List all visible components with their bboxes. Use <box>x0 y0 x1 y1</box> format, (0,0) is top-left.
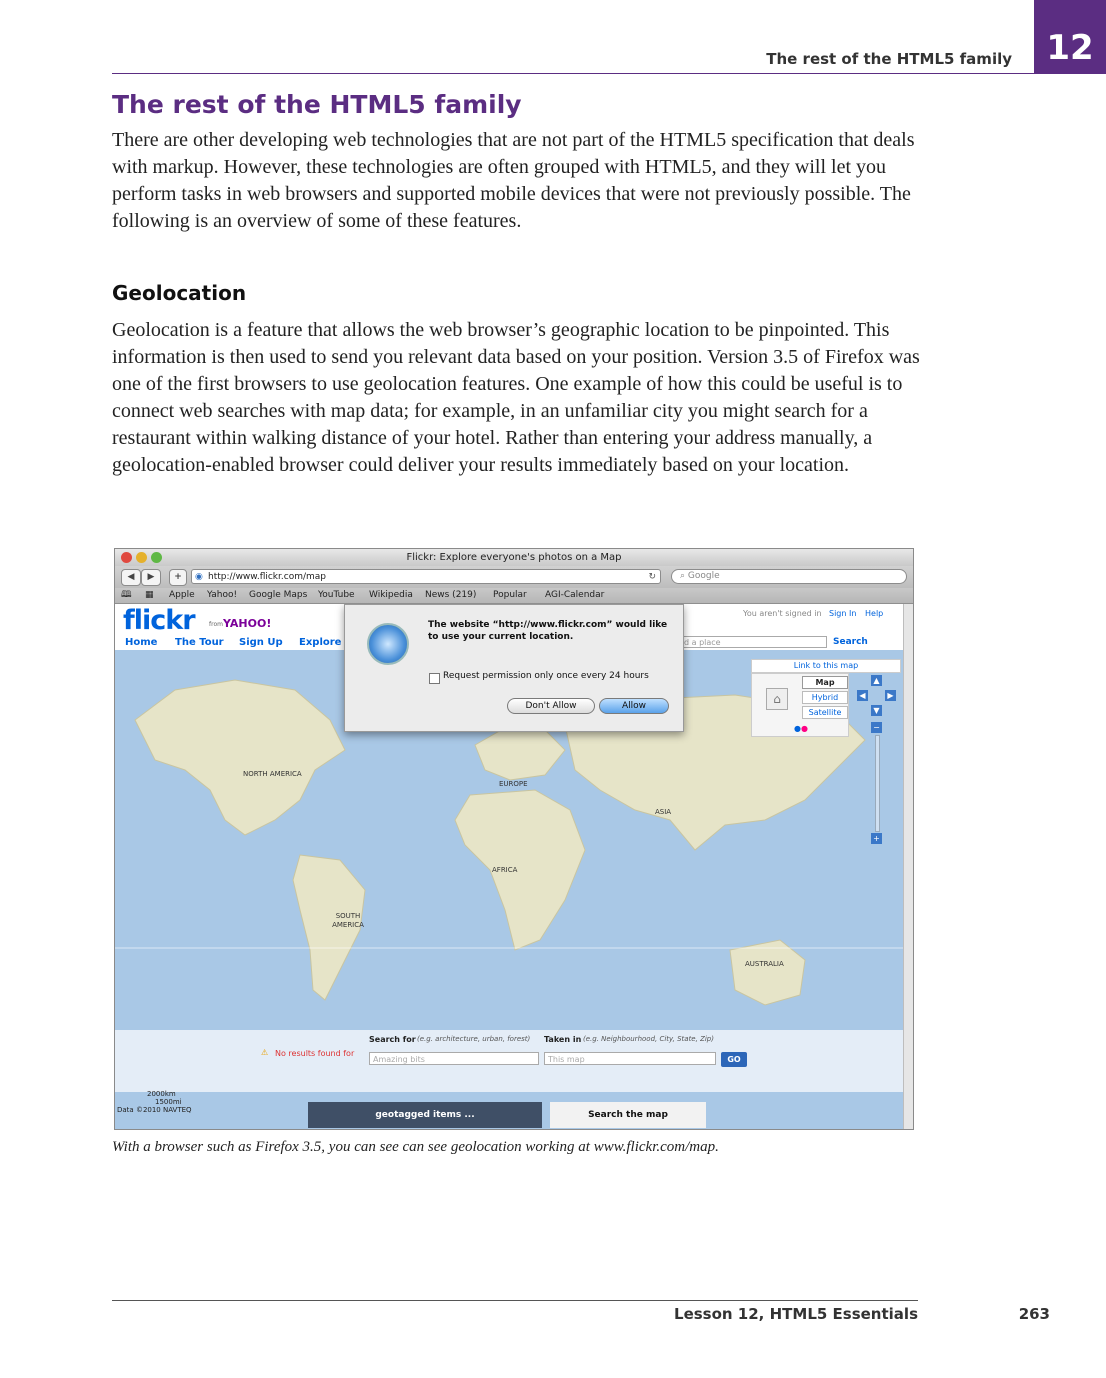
figure-caption: With a browser such as Firefox 3.5, you can see can see geolocation working at www.flickr.com/map. <box>112 1139 719 1155</box>
scale-mi: 1500mi <box>155 1098 182 1106</box>
bookmark-agi-calendar[interactable]: AGI-Calendar <box>545 590 605 600</box>
zoom-window-icon[interactable] <box>151 552 162 563</box>
taken-in-hint: (e.g. Neighbourhood, City, State, Zip) <box>583 1035 714 1043</box>
search-icon: ⌕ <box>680 571 686 581</box>
bookmark-apple[interactable]: Apple <box>169 590 195 600</box>
place-search-placeholder: d a place <box>684 638 721 647</box>
window-titlebar <box>115 549 913 566</box>
yahoo-logo: YAHOO! <box>223 617 272 630</box>
search-for-placeholder: Amazing bits <box>373 1055 425 1064</box>
label-south-america: SOUTH AMERICA <box>332 912 364 929</box>
browser-screenshot <box>114 548 914 1130</box>
north-america-shape <box>135 680 345 835</box>
map-view-button[interactable]: Map <box>802 676 848 689</box>
add-bookmark-button[interactable]: + <box>169 569 187 586</box>
link-to-map[interactable]: Link to this map <box>751 659 901 673</box>
label-africa: AFRICA <box>492 866 518 874</box>
scale-km: 2000km <box>147 1090 176 1098</box>
bookmarks-bar <box>115 588 913 604</box>
open-book-icon[interactable]: 🕮 <box>121 590 132 600</box>
globe-icon: ◉ <box>195 572 203 582</box>
permission-checkbox[interactable] <box>429 673 440 684</box>
flickr-dots-icon: ●● <box>794 724 808 733</box>
geolocation-paragraph: Geolocation is a feature that allows the web browser’s geographic location to be pinpointed. This information is then used to send you relevant data based on your position. Version 3.5 of Firefox was one of the first browsers to use geolocation features. One example of how this could be useful is to connect web searches with map data; for example, in an unfamiliar city you might search for a restaurant within walking distance of your hotel. Rather than entering your address manually, a geolocation-enabled browser could deliver your results immediately based on your location. <box>112 319 920 476</box>
satellite-view-button[interactable]: Satellite <box>802 706 848 719</box>
browser-toolbar <box>115 566 913 588</box>
header-rule <box>112 73 1034 74</box>
pan-up-icon[interactable]: ▲ <box>871 675 882 686</box>
bookmark-google-maps[interactable]: Google Maps <box>249 590 308 600</box>
australia-shape <box>730 940 805 1005</box>
sign-in-link[interactable]: Sign In <box>829 609 857 618</box>
page-scrollbar[interactable] <box>903 604 913 1129</box>
dont-allow-button[interactable]: Don't Allow <box>507 698 595 714</box>
tab-search-the-map[interactable]: Search the map <box>550 1102 706 1128</box>
no-results-text: No results found for <box>275 1049 355 1058</box>
running-head: The rest of the HTML5 family <box>766 50 1012 68</box>
help-link[interactable]: Help <box>865 609 884 618</box>
address-bar[interactable] <box>191 569 661 584</box>
map-attribution: Data ©2010 NAVTEQ <box>117 1106 192 1114</box>
zoom-in-icon[interactable]: + <box>871 833 882 844</box>
bookmark-yahoo[interactable]: Yahoo! <box>207 590 238 600</box>
from-label: from <box>209 621 223 628</box>
place-search-input[interactable] <box>681 636 827 648</box>
allow-button[interactable]: Allow <box>599 698 669 714</box>
search-for-hint: (e.g. architecture, urban, forest) <box>417 1035 531 1043</box>
back-button[interactable]: ◀ <box>121 569 141 586</box>
dialog-message: The website “http://www.flickr.com” would like to use your current location. <box>428 620 668 642</box>
taken-in-label: Taken in <box>544 1035 582 1044</box>
home-icon[interactable]: ⌂ <box>766 688 788 710</box>
search-placeholder: Google <box>687 571 720 581</box>
taken-in-placeholder: This map <box>548 1055 585 1064</box>
pan-left-icon[interactable]: ◀ <box>857 690 868 701</box>
label-europe: EUROPE <box>499 780 528 788</box>
taken-in-input[interactable] <box>544 1052 716 1065</box>
tab-geotagged-items[interactable]: geotagged items ... <box>308 1102 542 1128</box>
europe-shape <box>475 725 565 780</box>
zoom-slider-track[interactable] <box>875 735 880 832</box>
geolocation-heading: Geolocation <box>112 281 247 305</box>
footer-rule <box>112 1300 918 1301</box>
nav-home[interactable]: Home <box>125 637 158 648</box>
chapter-number: 12 <box>1046 28 1094 68</box>
intro-paragraph: There are other developing web technologies that are not part of the HTML5 specification that deals with markup. However, these technologies are often grouped with HTML5, and they will let you perform tasks in web browsers and supported mobile devices that were not previously possible. The following is an overview of some of these features. <box>112 129 915 232</box>
pan-right-icon[interactable]: ▶ <box>885 690 896 701</box>
permission-checkbox-label: Request permission only once every 24 hours <box>443 671 649 681</box>
bookmark-popular[interactable]: Popular <box>493 590 527 600</box>
bookmark-news[interactable]: News (219) <box>425 590 477 600</box>
page-number: 263 <box>1018 1305 1050 1323</box>
section-title: The rest of the HTML5 family <box>112 90 522 119</box>
footer-lesson: Lesson 12, HTML5 Essentials <box>674 1305 918 1323</box>
bookmark-youtube[interactable]: YouTube <box>318 590 355 600</box>
forward-button[interactable]: ▶ <box>141 569 161 586</box>
pan-down-icon[interactable]: ▼ <box>871 705 882 716</box>
warning-icon: ⚠ <box>261 1048 269 1057</box>
hybrid-view-button[interactable]: Hybrid <box>802 691 848 704</box>
label-north-america: NORTH AMERICA <box>243 770 302 778</box>
map-type-panel <box>751 673 849 737</box>
nav-the-tour[interactable]: The Tour <box>175 637 224 648</box>
africa-shape <box>455 790 585 950</box>
go-button[interactable]: GO <box>721 1052 747 1067</box>
label-asia: ASIA <box>655 808 672 816</box>
close-window-icon[interactable] <box>121 552 132 563</box>
flickr-logo[interactable] <box>123 605 195 636</box>
window-title: Flickr: Explore everyone's photos on a Map <box>406 552 622 563</box>
bookmark-wikipedia[interactable]: Wikipedia <box>369 590 413 600</box>
search-button[interactable]: Search <box>833 637 868 647</box>
chapter-tab <box>1034 0 1106 74</box>
label-australia: AUSTRALIA <box>745 960 784 968</box>
reload-icon[interactable]: ↻ <box>648 572 656 582</box>
search-for-label: Search for <box>369 1035 416 1044</box>
grid-icon[interactable]: ▦ <box>145 590 154 600</box>
url-text: http://www.flickr.com/map <box>208 572 327 582</box>
map-search-panel <box>115 1030 903 1092</box>
safari-compass-icon <box>367 623 409 665</box>
flickr-logo-text: flickr <box>123 605 195 636</box>
minimize-window-icon[interactable] <box>136 552 147 563</box>
signed-out-text: You aren't signed in <box>743 609 822 618</box>
search-for-input[interactable] <box>369 1052 539 1065</box>
nav-sign-up[interactable]: Sign Up <box>239 637 283 648</box>
page-content <box>115 604 913 1129</box>
nav-explore[interactable]: Explore <box>299 637 342 648</box>
geolocation-permission-dialog <box>344 604 684 732</box>
search-field[interactable] <box>671 569 907 584</box>
zoom-out-icon[interactable]: − <box>871 722 882 733</box>
map-scale-block <box>117 1090 192 1114</box>
